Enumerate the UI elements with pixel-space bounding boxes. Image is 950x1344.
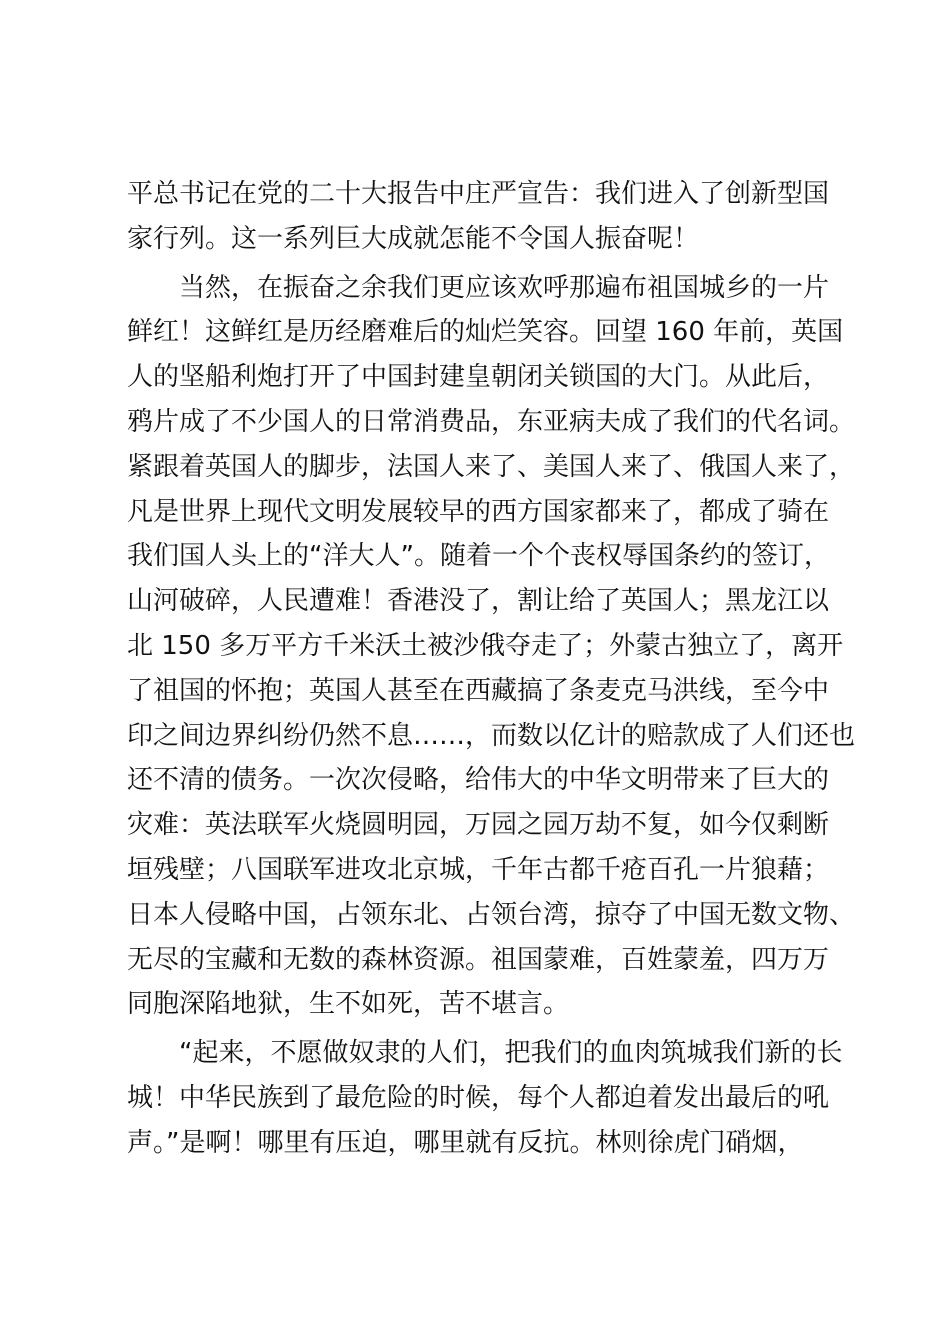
paragraph-2: [127, 266, 856, 1028]
text-line: 鲜红！这鲜红是历经磨难后的灿烂笑容。回望 160 年前，英国: [127, 317, 844, 348]
text-line: 凡是世界上现代文明发展较早的西方国家都来了，都成了骑在: [127, 496, 830, 527]
text-line: 印之间边界纠纷仍然不息……，而数以亿计的赔款成了人们还也: [127, 720, 856, 751]
document-body: [127, 172, 856, 1166]
text-line: 北 150 多万平方千米沃土被沙俄夺走了；外蒙古独立了，离开: [127, 630, 844, 661]
text-line: 垣残壁；八国联军进攻北京城，千年古都千疮百孔一片狼藉；: [127, 854, 830, 885]
text-line: 紧跟着英国人的脚步，法国人来了、美国人来了、俄国人来了，: [127, 451, 856, 482]
paragraph-1: [127, 172, 847, 262]
text-line: 当然，在振奋之余我们更应该欢呼那遍布祖国城乡的一片: [127, 272, 830, 303]
text-line: 鸦片成了不少国人的日常消费品，东亚病夫成了我们的代名词。: [127, 406, 856, 437]
text-line: 家行列。这一系列巨大成就怎能不令国人振奋呢！: [127, 223, 700, 254]
text-line: 了祖国的怀抱；英国人甚至在西藏搞了条麦克马洪线，至今中: [127, 675, 830, 706]
text-line: 声。”是啊！哪里有压迫，哪里就有反抗。林则徐虎门硝烟，: [127, 1127, 804, 1158]
text-line: 无尽的宝藏和无数的森林资源。祖国蒙难，百姓蒙羞，四万万: [127, 944, 830, 975]
text-line: 山河破碎，人民遭难！香港没了，割让给了英国人；黑龙江以: [127, 586, 830, 617]
text-line: 灾难：英法联军火烧圆明园，万园之园万劫不复，如今仅剩断: [127, 810, 830, 841]
text-line: 人的坚船利炮打开了中国封建皇朝闭关锁国的大门。从此后，: [127, 362, 830, 393]
text-line: 同胞深陷地狱，生不如死，苦不堪言。: [127, 989, 570, 1020]
text-line: “起来，不愿做奴隶的人们，把我们的血肉筑城我们新的长: [127, 1038, 843, 1069]
text-line: 平总书记在党的二十大报告中庄严宣告：我们进入了创新型国: [127, 179, 830, 209]
text-line: 城！中华民族到了最危险的时候，每个人都迫着发出最后的吼: [127, 1082, 830, 1113]
text-line: 我们国人头上的“洋大人”。随着一个个丧权辱国条约的签订，: [127, 541, 830, 572]
text-line: 还不清的债务。一次次侵略，给伟大的中华文明带来了巨大的: [127, 765, 830, 796]
text-line: 日本人侵略中国，占领东北、占领台湾，掠夺了中国无数文物、: [127, 899, 856, 930]
paragraph-3: [127, 1031, 847, 1165]
